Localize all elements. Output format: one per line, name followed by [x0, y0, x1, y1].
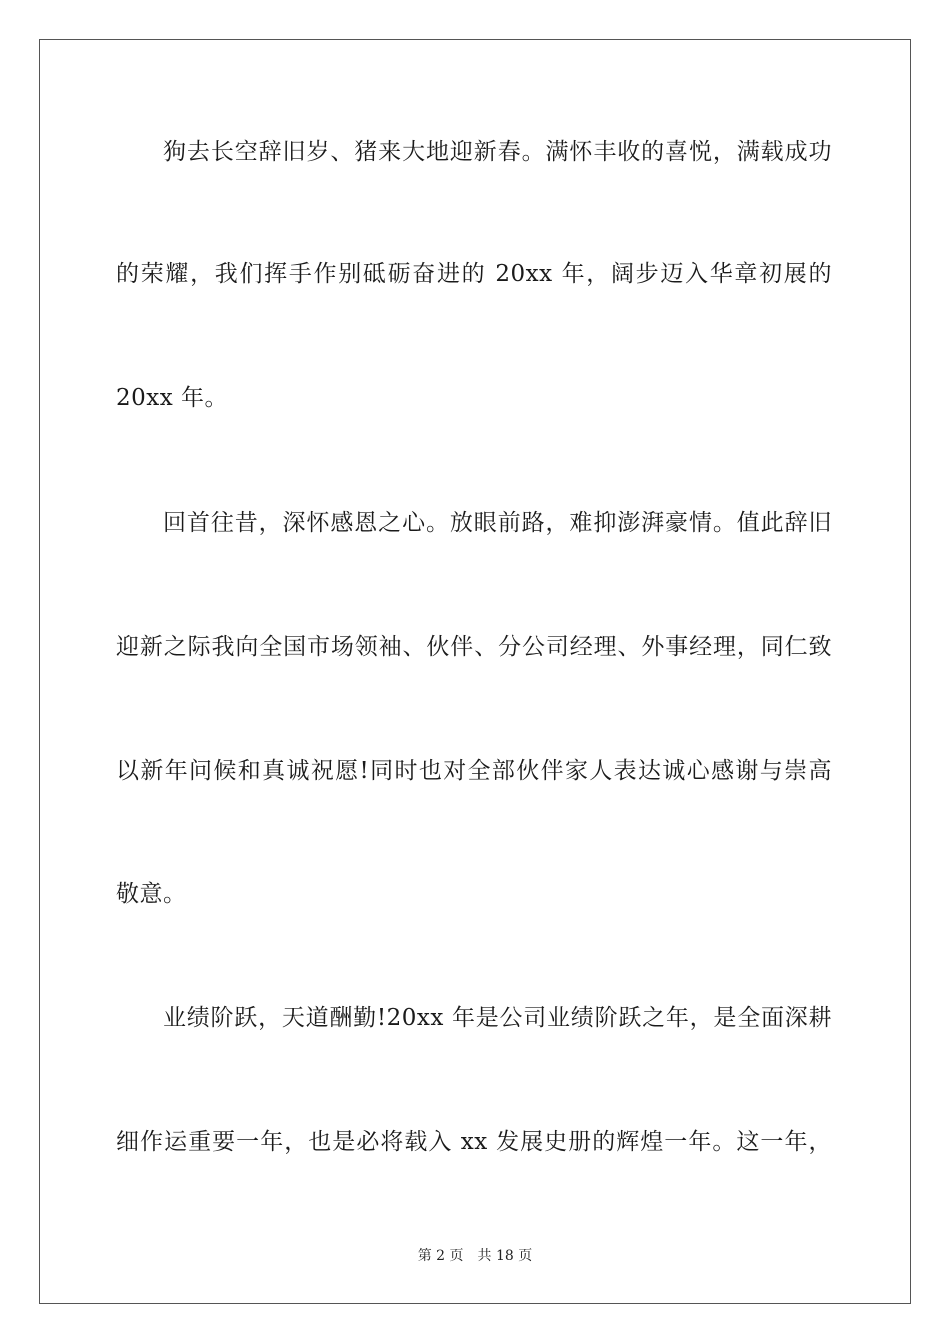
page-frame — [39, 39, 911, 1304]
text-line: 的荣耀，我们挥手作别砥砺奋进的 20xx 年，阔步迈入华章初展的 — [116, 261, 832, 287]
text-line: 回首往昔，深怀感恩之心。放眼前路，难抑澎湃豪情。值此辞旧 — [163, 510, 832, 536]
text-line: 迎新之际我向全国市场领袖、伙伴、分公司经理、外事经理，同仁致 — [116, 634, 832, 660]
page-number-total: 共 18 页 — [477, 1248, 533, 1264]
page-footer — [0, 1247, 950, 1265]
text-line: 20xx 年。 — [116, 385, 229, 411]
text-line: 狗去长空辞旧岁、猪来大地迎新春。满怀丰收的喜悦，满载成功 — [163, 139, 832, 165]
text-line: 业绩阶跃，天道酬勤!20xx 年是公司业绩阶跃之年，是全面深耕 — [163, 1005, 832, 1031]
page-number-current: 第 2 页 — [417, 1248, 464, 1264]
text-line: 以新年问候和真诚祝愿!同时也对全部伙伴家人表达诚心感谢与崇高 — [116, 758, 832, 784]
text-line: 细作运重要一年，也是必将载入 xx 发展史册的辉煌一年。这一年， — [116, 1129, 832, 1155]
text-line: 敬意。 — [116, 881, 187, 907]
